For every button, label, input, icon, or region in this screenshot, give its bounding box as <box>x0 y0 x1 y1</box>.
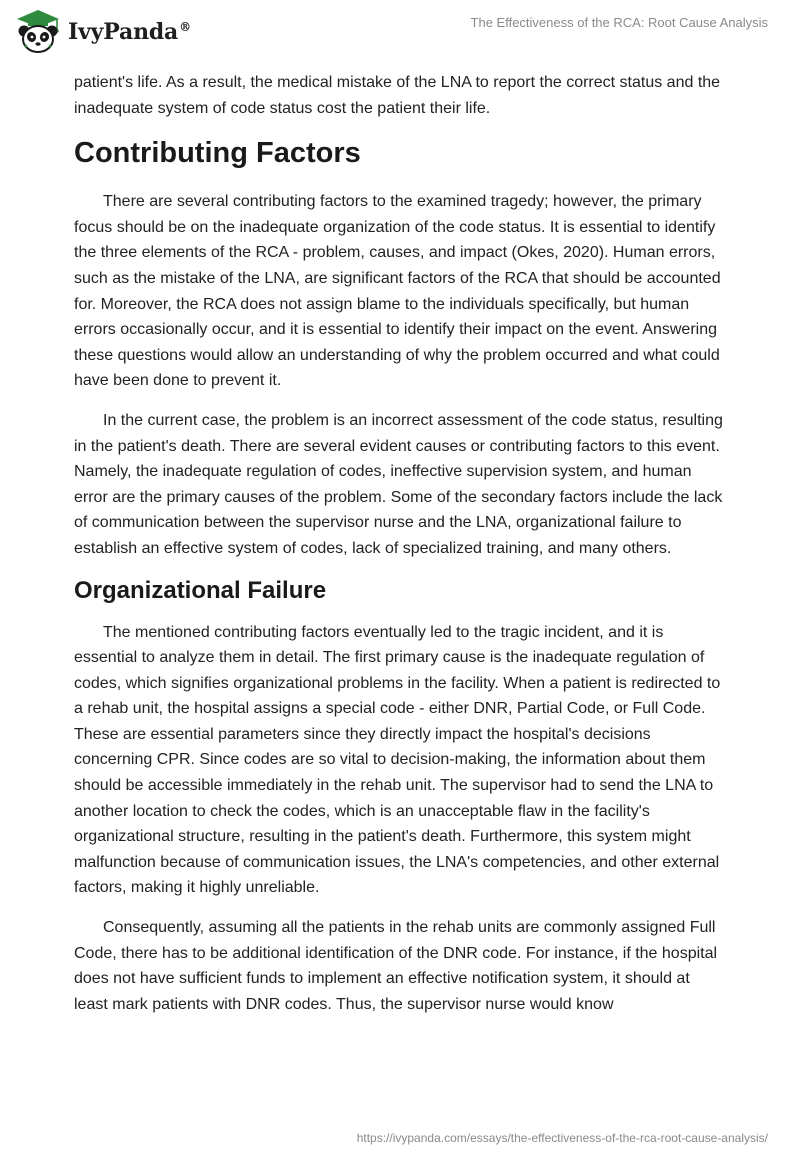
paragraph: In the current case, the problem is an incorrect assessment of the code status, resulting in the patient's death. There are several evident causes or contributing factors to this event. Namely, the inadequate regulation of codes, ineffective supervision system, and human error are the primary causes of the problem. Some of the secondary factors include the lack of communication between the supervisor nurse and the LNA, organizational failure to establish an effective system of codes, lack of specialized training, and many others. <box>74 411 723 557</box>
paragraph: The mentioned contributing factors eventually led to the tragic incident, and it is essential to analyze them in detail. The first primary cause is the inadequate regulation of codes, which signifies organizational problems in the facility. When a patient is redirected to a rehab unit, the hospital assigns a special code - either DNR, Partial Code, or Full Code. These are essential parameters since they directly impact the hospital's decisions concerning CPR. Since codes are so vital to decision-making, the information about them should be accessible immediately in the rehab unit. The supervisor had to send the LNA to another location to check the codes, which is an unacceptable flaw in the facility's organizational structure, resulting in the patient's death. Furthermore, this system might malfunction because of communication issues, the LNA's competencies, and other external factors, making it highly unreliable. <box>74 623 721 897</box>
paragraph: Consequently, assuming all the patients in the rehab units are commonly assigned Full Code, there has to be additional identification of the DNR code. For instance, if the hospital does not have sufficient funds to implement an effective notification system, it should at least mark patients with DNR codes. Thus, the supervisor nurse would know <box>74 919 718 1013</box>
page-header <box>0 0 800 60</box>
paragraph: There are several contributing factors to the examined tragedy; however, the primary focus should be on the inadequate organization of the code status. It is essential to identify the three elements of the RCA - problem, causes, and impact (Okes, 2020). Human errors, such as the mistake of the LNA, are significant factors of the RCA that should be accounted for. Moreover, the RCA does not assign blame to the individuals specifically, but human errors occasionally occur, and it is essential to identify their impact on the event. Answering these questions would allow an understanding of why the problem occurred and what could have been done to prevent it. <box>74 193 721 390</box>
section-heading-organizational-failure: Organizational Failure <box>74 576 327 604</box>
brand-name: IvyPanda® <box>68 19 191 45</box>
source-url[interactable]: https://ivypanda.com/essays/the-effectiveness-of-the-rca-root-cause-analysis/ <box>356 1131 768 1145</box>
document-title: The Effectiveness of the RCA: Root Cause Analysis <box>470 15 768 30</box>
panda-graduate-icon <box>14 8 62 54</box>
section-heading-contributing-factors: Contributing Factors <box>74 137 361 170</box>
intro-paragraph: patient's life. As a result, the medical mistake of the LNA to report the correct status and the inadequate system of code status cost the patient their life. <box>74 74 721 117</box>
brand-logo[interactable] <box>14 8 191 54</box>
article-body <box>74 70 726 1031</box>
